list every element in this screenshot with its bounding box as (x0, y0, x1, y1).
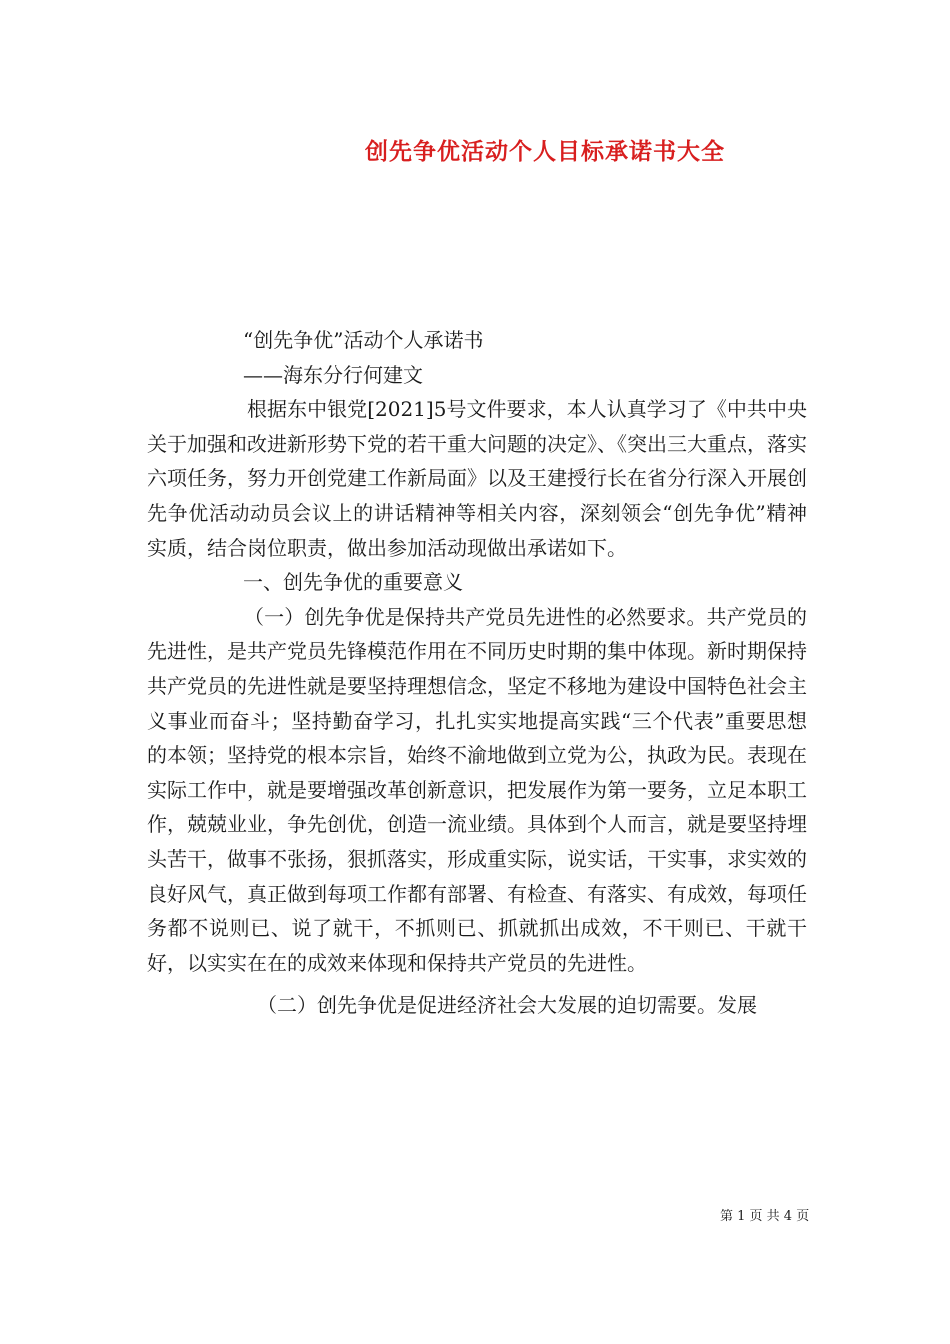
page-number: 第 1 页 共 4 页 (720, 1209, 810, 1224)
point-two-paragraph: （二）创先争优是促进经济社会大发展的迫切需要。发展 (257, 993, 757, 1018)
document-title: 创先争优活动个人目标承诺书大全 (365, 139, 725, 165)
paragraph-gap (147, 980, 807, 988)
subtitle: “创先争优”活动个人承诺书 (243, 328, 484, 352)
byline: ——海东分行何建文 (243, 362, 423, 387)
intro-paragraph: 根据东中银党[2021]5号文件要求，本人认真学习了《中共中央关于加强和改进新形势下党的若干重大问题的决定》、《突出三大重点，落实六项任务，努力开创党建工作新局面》以及王建授行长在省分行深入开展创先争优活动动员会议上的讲话精神等相关内容，深刻领会“创先争优”精神实质，结合岗位职责，做出参加活动现做出承诺如下。 (147, 397, 807, 560)
document-body (147, 323, 807, 1023)
section-heading: 一、创先争优的重要意义 (243, 570, 463, 595)
point-one-paragraph: （一）创先争优是保持共产党员先进性的必然要求。共产党员的先进性，是共产党员先锋模范作用在不同历史时期的集中体现。新时期保持共产党员的先进性就是要坚持理想信念，坚定不移地为建设中国特色社会主义事业而奋斗；坚持勤奋学习，扎扎实实地提高实践“三个代表”重要思想的本领；坚持党的根本宗旨，始终不渝地做到立党为公，执政为民。表现在实际工作中，就是要增强改革创新意识，把发展作为第一要务，立足本职工作，兢兢业业，争先创优，创造一流业绩。具体到个人而言，就是要坚持埋头苦干，做事不张扬，狠抓落实，形成重实际，说实话，干实事，求实效的良好风气，真正做到每项工作都有部署、有检查、有落实、有成效，每项任务都不说则已、说了就干，不抓则已、抓就抓出成效，不干则已、干就干好，以实实在在的成效来体现和保持共产党员的先进性。 (147, 604, 807, 975)
